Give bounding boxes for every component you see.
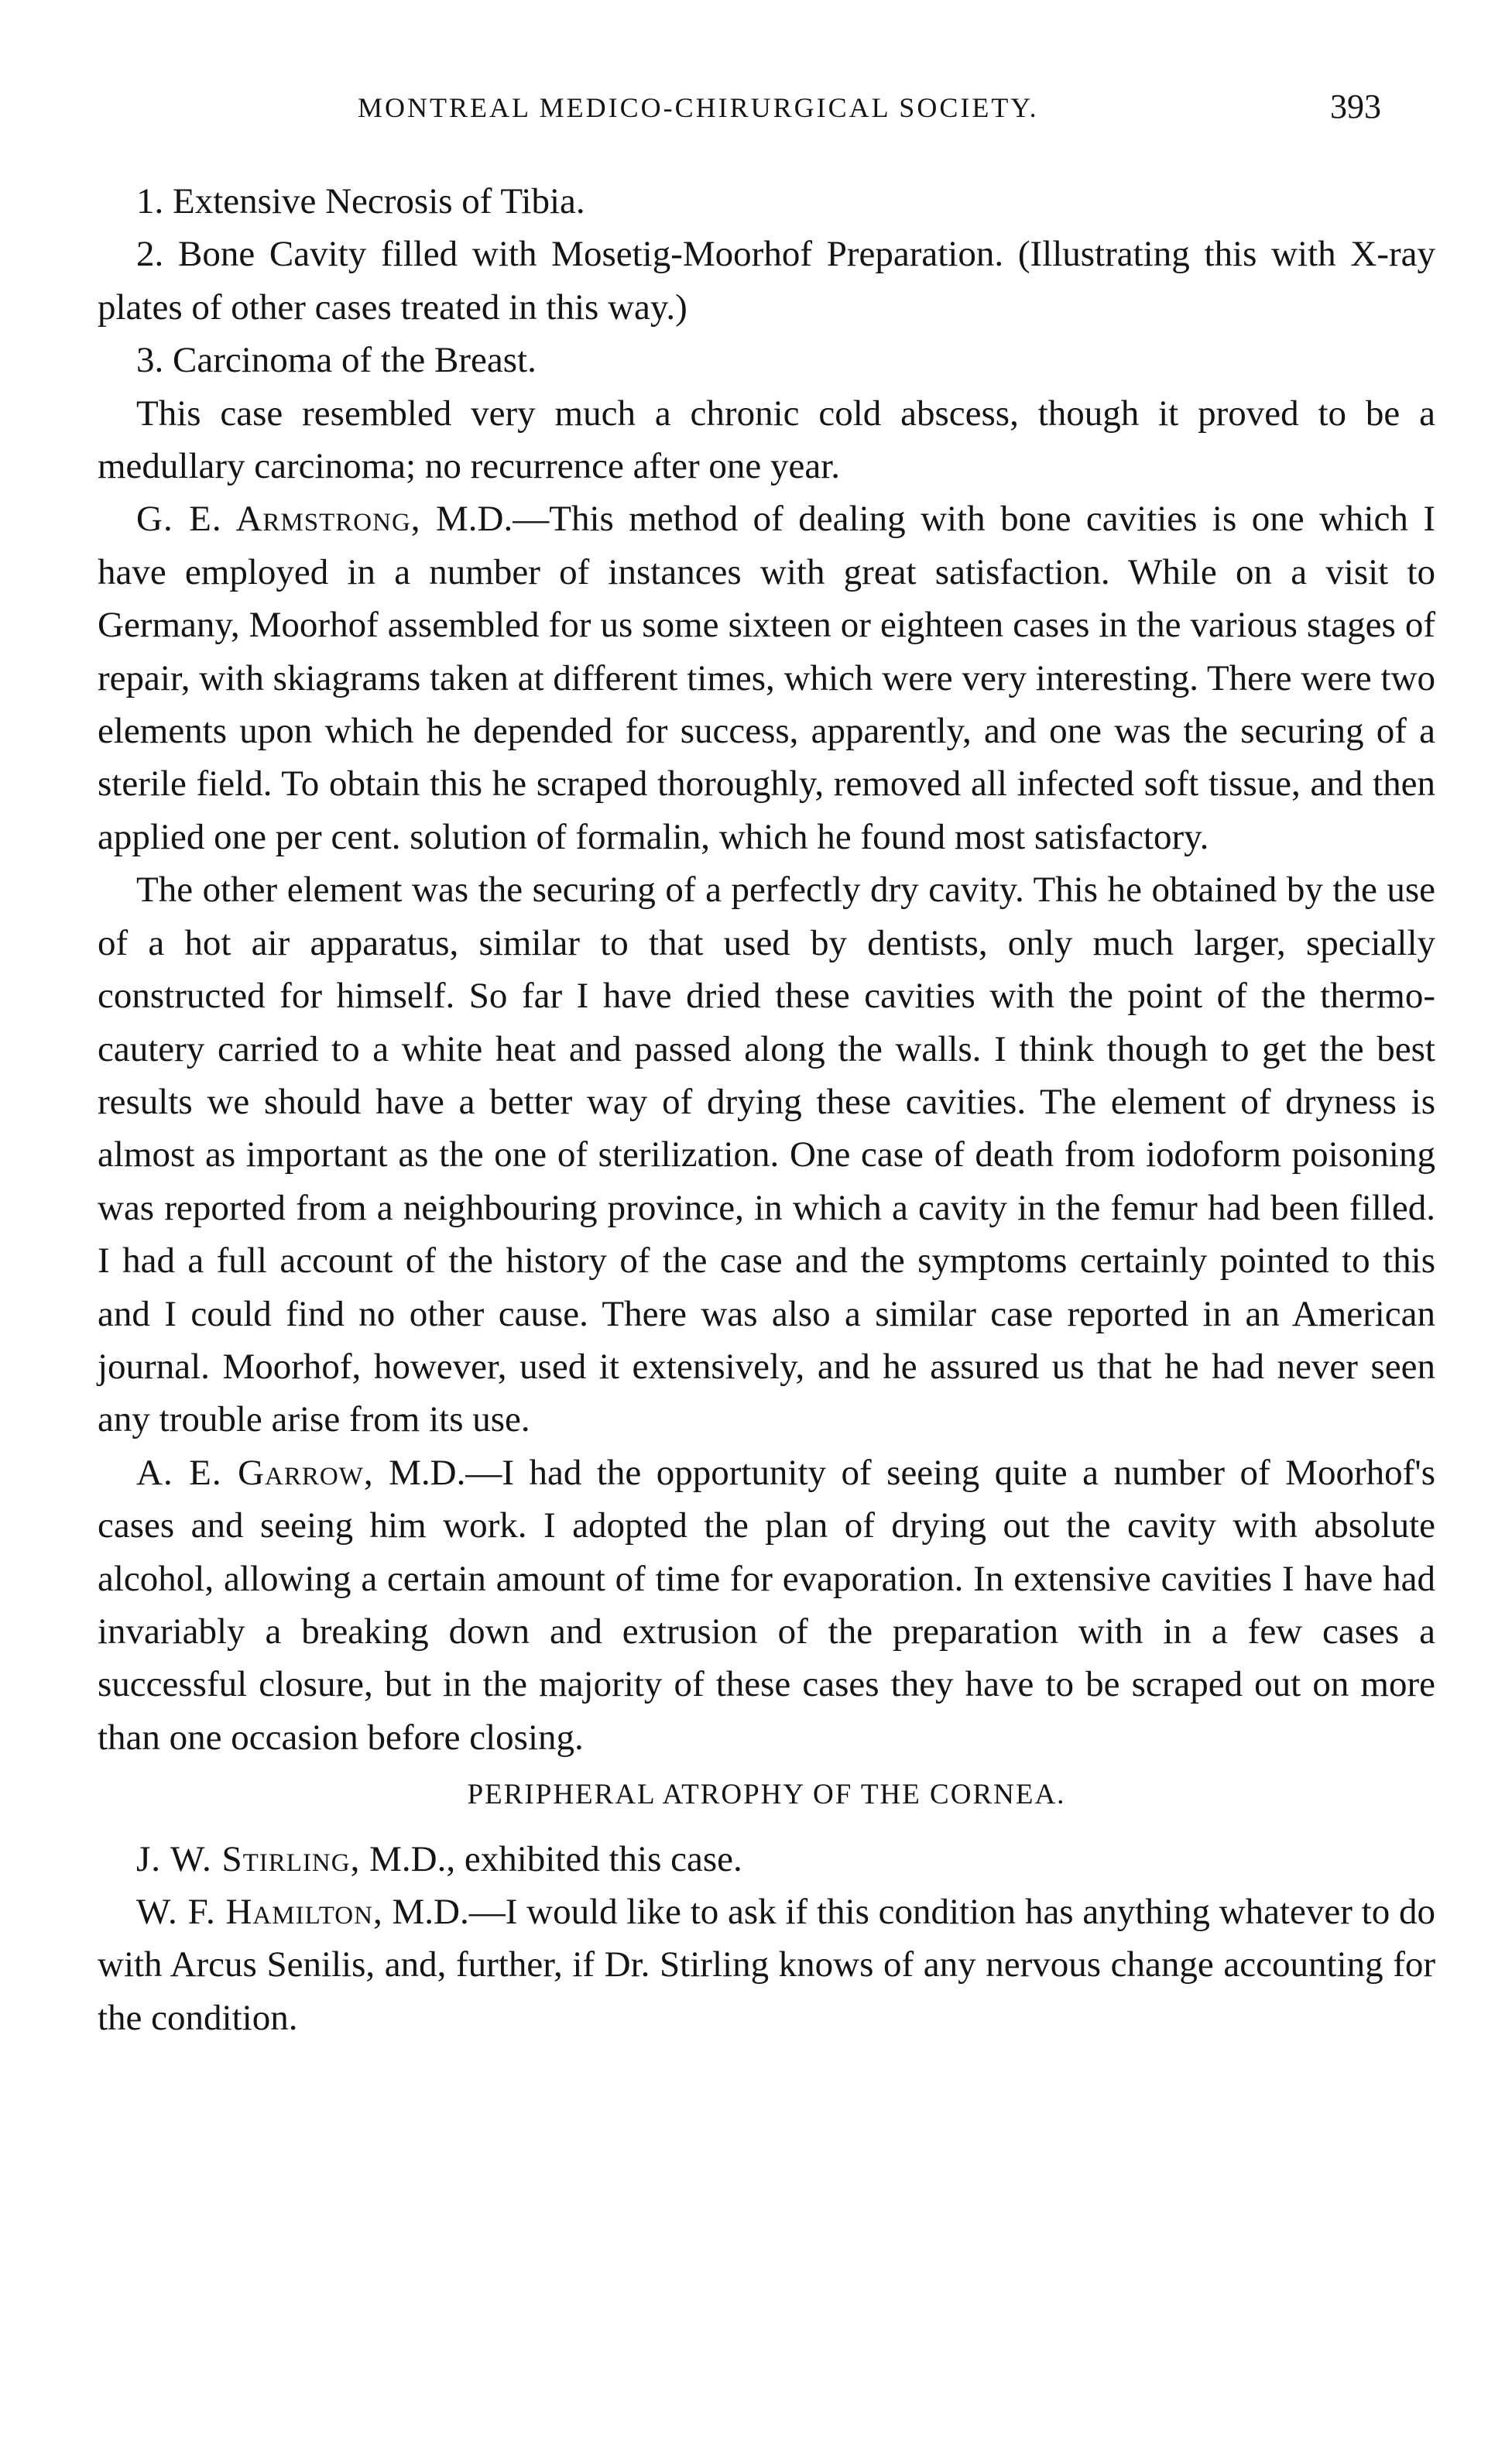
body-text [98,175,1435,2044]
armstrong-remarks [98,492,1435,863]
speaker-name: A. E. Garrow, [136,1452,374,1493]
section-heading: PERIPHERAL ATROPHY OF THE CORNEA. [467,1779,1066,1811]
running-title: MONTREAL MEDICO-CHIRURGICAL SOCIETY. [358,92,1039,123]
speaker-degree: M.D. [360,1838,447,1879]
speaker-name: W. F. Hamilton, [136,1892,383,1932]
carcinoma-note: This case resembled very much a chronic cold abscess, though it proved to be a medullary carcinoma; no recurrence after one year. [98,393,1435,487]
remarks-text: , exhibited this case. [446,1838,742,1879]
armstrong-remarks-continued: The other element was the securing of a perfectly dry cavity. This he obtained by the use of a hot air apparatus, similar to that used by dentists, only much larger, specially constructed for himself. So far I have dried these cavities with the point of the thermo-cautery carried to a white heat and passed along the walls. I think though to get the best results we should have a better way of drying these cavities. The element of dryness is almost as important as the one of sterilization. One case of death from iodoform poisoning was reported from a neighbouring province, in which a cavity in the femur had been filled. I had a full account of the history of the case and the symptoms certainly pointed to this and I could find no other cause. There was also a similar case reported in an American journal. Moorhof, however, used it extensively, and he assured us that he had never seen any trouble arise from its use. [98,870,1435,1440]
page-number: 393 [1330,88,1381,125]
hamilton-remarks [98,1886,1435,2044]
remarks-text: —This method of dealing with bone cavities is one which I have employed in a number of instances with great satisfaction. While on a visit to Germany, Moorhof assembled for us some sixteen or eighteen cases in the various stages of repair, with skiagrams taken at different times, which were very interesting. There were two elements upon which he depended for success, apparently, and one was the securing of a sterile field. To obtain this he scraped thoroughly, removed all infected soft tissue, and then applied one per cent. solution of formalin, which he found most satisfactory. [98,499,1436,857]
running-header [0,88,1512,138]
speaker-degree: M.D. [373,1452,466,1493]
remarks-text: —I would like to ask if this condition has anything whatever to do with Arcus Senilis, and, further, if Dr. Stirling knows of any nervous change accounting for the condition. [98,1892,1435,2038]
case-item-1: 1. Extensive Necrosis of Tibia. [136,181,585,221]
remarks-text: —I had the opportunity of seeing quite a number of Moorhof's cases and seeing him work. I adopted the plan of drying out the cavity with absolute alcohol, allowing a certain amount of time for evaporation. In extensive cavities I have had invariably a breaking down and extrusion of the preparation with in a few cases a successful closure, but in the majority of these cases they have to be scraped out on more than one occasion before closing. [98,1452,1436,1758]
case-item-3: 3. Carcinoma of the Breast. [136,340,537,381]
speaker-name: J. W. Stirling, [136,1838,361,1879]
speaker-name: G. E. Armstrong, [136,499,421,540]
case-item-2: 2. Bone Cavity filled with Mosetig-Moorhof Preparation. (Illustrating this with X-ray plates of other cases treated in this way.) [98,234,1435,328]
speaker-degree: M.D. [420,499,513,540]
speaker-degree: M.D. [382,1892,469,1932]
stirling-remarks [98,1833,1435,1886]
garrow-remarks [98,1446,1435,1764]
